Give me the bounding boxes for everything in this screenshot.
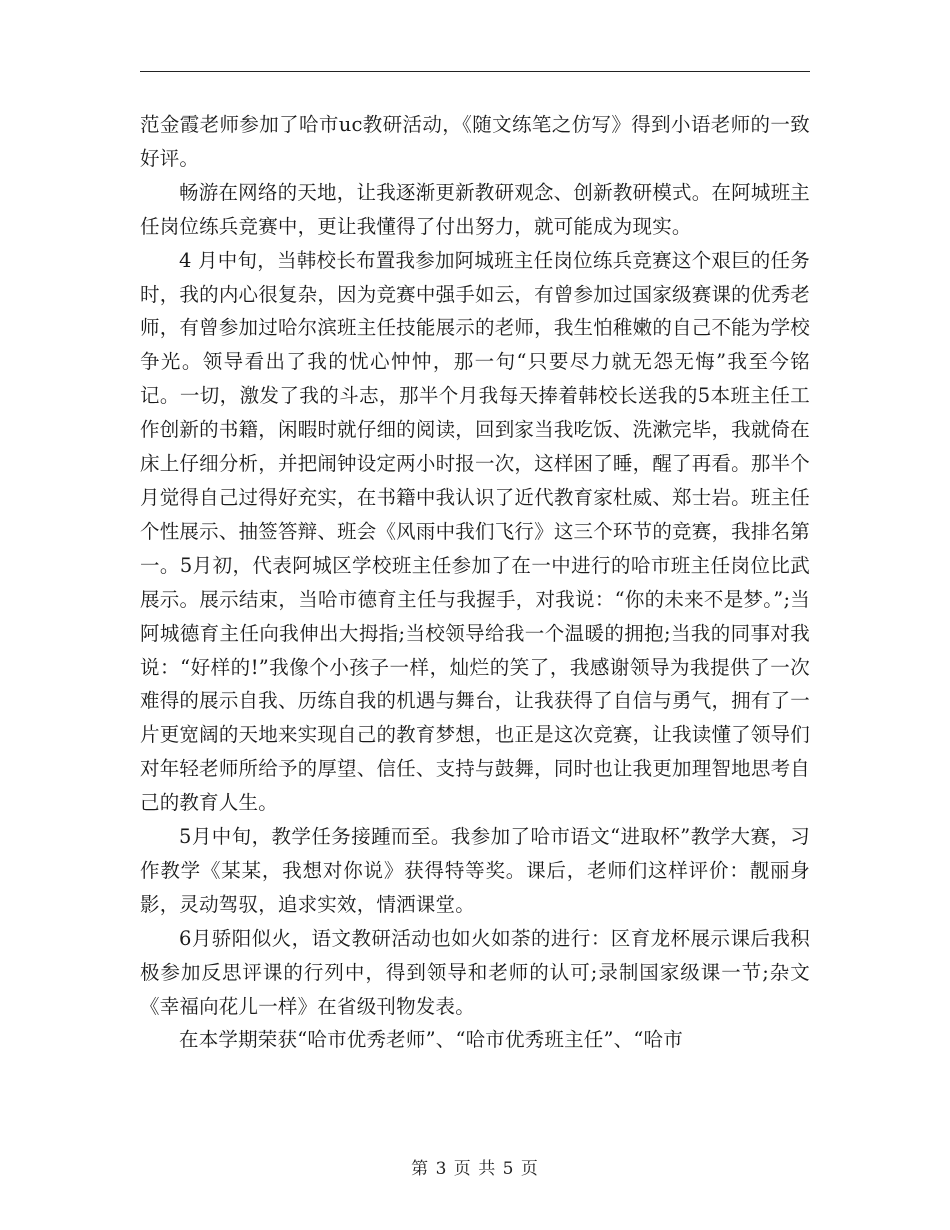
paragraph-honors: 在本学期荣获“哈市优秀老师”、“哈市优秀班主任”、“哈市 (179, 1028, 683, 1052)
paragraph-april-competition: 4 月中旬，当韩校长布置我参加阿城班主任岗位练兵竞赛这个艰巨的任务时，我的内心很复杂，因为竞赛中强手如云，有曾参加过国家级赛课的优秀老师，有曾参加过哈尔滨班主任技能展示的老师，我生怕稚嫩的自己不能为学校争光。领导看出了我的忧心忡忡，那一句“只要尽力就无怨无悔”我至今铭记。一切，激发了我的斗志，那半个月我每天捧着韩校长送我的5本班主任工作创新的书籍，闲暇时就仔细的阅读，回到家当我吃饭、洗漱完毕，我就倚在床上仔细分析，并把闹钟设定两小时报一次，这样困了睡，醒了再看。那半个月觉得自己过得好充实，在书籍中我认识了近代教育家杜威、郑士岩。班主任个性展示、抽签答辩、班会《风雨中我们飞行》这三个环节的竞赛，我排名第一。5月初，代表阿城区学校班主任参加了在一中进行的哈市班主任岗位比武展示。展示结束，当哈市德育主任与我握手，对我说：“你的未来不是梦。”;当阿城德育主任向我伸出大拇指;当校领导给我一个温暖的拥抱;当我的同事对我说：“好样的!”我像个小孩子一样，灿烂的笑了，我感谢领导为我提供了一次难得的展示自我、历练自我的机遇与舞台，让我获得了自信与勇气，拥有了一片更宽阔的天地来实现自己的教育梦想，也正是这次竞赛，让我读懂了领导们对年轻老师所给予的厚望、信任、支持与鼓舞，同时也让我更加理智地思考自己的教育人生。 (140, 248, 810, 815)
paragraph-may-teaching: 5月中旬，教学任务接踵而至。我参加了哈市语文“进取杯”教学大赛，习作教学《某某，我想对你说》获得特等奖。课后，老师们这样评价：靓丽身影，灵动驾驭，追求实效，情洒课堂。 (140, 825, 810, 916)
paragraph-june-research: 6月骄阳似火，语文教研活动也如火如荼的进行：区育龙杯展示课后我积极参加反思评课的行列中，得到领导和老师的认可;录制国家级课一节;杂文《幸福向花儿一样》在省级刊物发表。 (140, 926, 810, 1018)
document-body (140, 108, 810, 1057)
page-footer (0, 1154, 950, 1179)
page-number-label: 第 3 页 共 5 页 (411, 1159, 539, 1179)
paragraph-continuation: 范金霞老师参加了哈市uc教研活动，《随文练笔之仿写》得到小语老师的一致好评。 (140, 113, 810, 170)
header-rule (140, 71, 810, 72)
paragraph-network-research: 畅游在网络的天地，让我逐渐更新教研观念、创新教研模式。在阿城班主任岗位练兵竞赛中，更让我懂得了付出努力，就可能成为现实。 (140, 180, 810, 238)
